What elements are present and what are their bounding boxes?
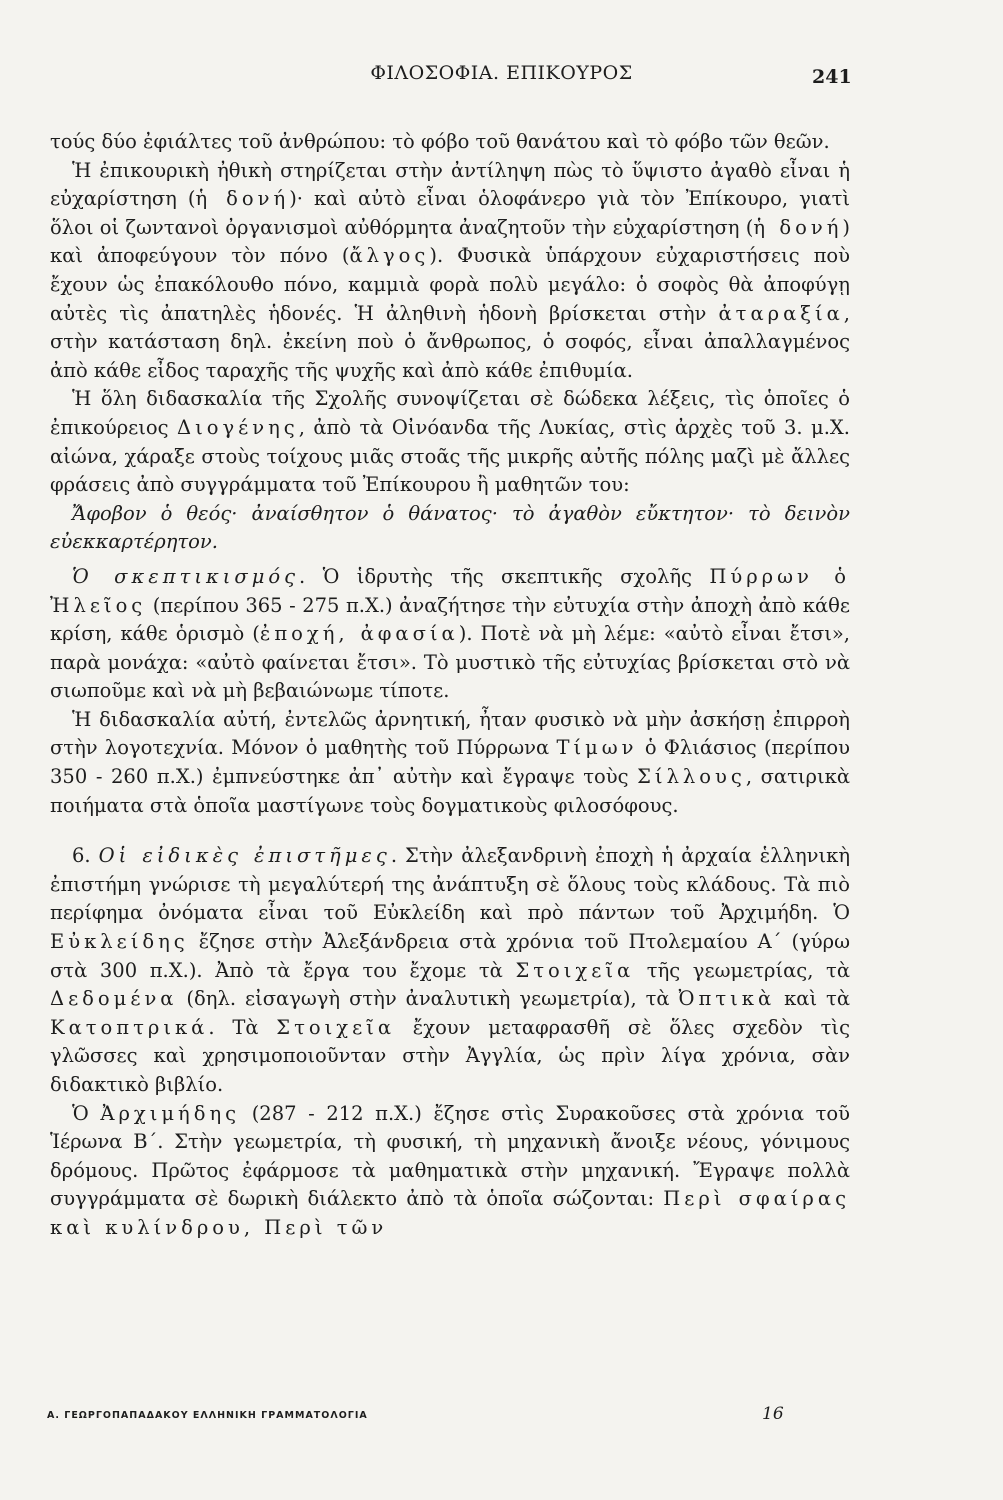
footer-book-title: Α. ΓΕΩΡΓΟΠΑΠΑΔΑΚΟΥ ΕΛΛΗΝΙΚΗ ΓΡΑΜΜΑΤΟΛΟΓΙΑ: [47, 1410, 368, 1421]
inscription-quote: Ἄφοβον ὁ θεός· ἀναίσθητον ὁ θάνατος· τὸ ἀγαθὸν εὔκτητον· τὸ δεινὸν εὐεκκαρτέρητον.: [50, 501, 850, 554]
text-span: ὁ Φλιάσιος (περίπου 350 - 260 π.Χ.) ἐμπνεύστηκε ἀπ᾿ αὐτὴν καὶ ἔγραψε τοὺς: [50, 736, 850, 789]
spaced-term: ἡ δονή: [753, 215, 843, 239]
text-span: ἔχουν μεταφρασθῆ σὲ ὅλες σχεδὸν τὶς γλῶσσες καὶ χρησιμοποιοῦνταν στὴν Ἀγγλία, ὡς πρὶν λίγα χρόνια, σὰν διδακτικὸ βιβλίο.: [50, 1015, 850, 1096]
text-span: . Στὴν ἀλεξανδρινὴ ἐποχὴ ἡ ἀρχαία ἑλληνικὴ ἐπιστήμη γνώρισε τὴ μεγαλύτερή της ἀνάπτυξη σὲ ὅλους τοὺς κλάδους. Τὰ πιὸ περίφημα ὀνόματα εἶναι τοῦ Εὐκλείδη καὶ πρὸ πάντων τοῦ Ἀρχιμήδη. Ὁ: [50, 844, 851, 925]
text-span: . Ὁ ἱδρυτὴς τῆς σκεπτικῆς σχολῆς: [299, 564, 710, 588]
spaced-term: ἐποχή, ἀφασία: [259, 622, 459, 646]
section-heading: Οἱ εἰδικὲς ἐπιστῆμες: [98, 844, 391, 868]
text-span: Ὁ: [72, 1101, 101, 1125]
paragraph-3: [50, 385, 850, 499]
text-span: , στὴν κατάσταση δηλ. ἐκείνη ποὺ ὁ ἄνθρωπος, ὁ σοφός, εἶναι ἀπαλλαγμένος ἀπὸ κάθε εἶδος ταραχῆς τῆς ψυχῆς καὶ ἀπὸ κάθε ἐπιθυμία.: [50, 301, 850, 382]
text-span: τούς δύο ἐφιάλτες τοῦ ἀνθρώπου: τὸ φόβο τοῦ θανάτου καὶ τὸ φόβο τῶν θεῶν.: [50, 130, 830, 153]
page-number: 241: [812, 66, 852, 88]
spaced-term: Σίλλους: [637, 765, 746, 789]
spaced-term: Πύρρων ὁ Ἠλεῖος: [50, 564, 851, 617]
text-span: Ἡ ὅλη διδασκαλία τῆς Σχολῆς συνοψίζεται σὲ δώδεκα λέξεις, τὶς ὁποῖες ὁ ἐπικούρειος: [50, 387, 850, 439]
spaced-term: Δεδομένα: [50, 987, 178, 1011]
section-heading: Ὁ σκεπτικισμός: [72, 564, 300, 588]
paragraph-2: [50, 157, 850, 386]
text-span: , σατιρικὰ ποιήματα στὰ ὁποῖα μαστίγωνε τοὺς δογματικοὺς φιλοσόφους.: [50, 765, 850, 817]
spaced-term: Κατοπτρικά: [50, 1015, 209, 1039]
text-span: ). Ποτὲ νὰ μὴ λέμε: «αὐτὸ εἶναι ἔτσι», παρὰ μονάχα: «αὐτὸ φαίνεται ἔτσι». Τὸ μυστικὸ τῆς εὐτυχίας βρίσκεται στὸ νὰ σιωποῦμε καὶ νὰ μὴ βεβαιώνωμε τίποτε.: [50, 622, 850, 703]
spaced-term: Ἀρχιμήδης: [100, 1101, 241, 1125]
section-number: 6.: [72, 844, 99, 868]
spaced-term: ἀταραξία: [718, 301, 844, 325]
text-span: ) καὶ ἀποφεύγουν τὸν πόνο (: [50, 215, 850, 268]
text-span: ἔζησε στὴν Ἀλεξάνδρεια στὰ χρόνια τοῦ Πτολεμαίου Α΄ (γύρω στὰ 300 π.Χ.). Ἀπὸ τὰ ἔργα του ἔχομε τὰ: [50, 930, 850, 982]
spaced-term: Στοιχεῖα: [276, 1015, 395, 1039]
text-span: Ἡ ἐπικουρικὴ ἠθικὴ στηρίζεται στὴν ἀντίληψη πὼς τὸ ὕψιστο ἀγαθὸ εἶναι ἡ εὐχαρίστηση (: [50, 158, 850, 211]
paragraph-archimedes: [50, 1100, 850, 1243]
text-span: Ἡ διδασκαλία αὐτή, ἐντελῶς ἀρνητική, ἦταν φυσικὸ νὰ μὴν ἀσκήσῃ ἐπιρροὴ στὴν λογοτεχνία. Μόνον ὁ μαθητὴς τοῦ Πύρρωνα: [50, 707, 850, 760]
spaced-term: Περὶ σφαίρας καὶ κυλίνδρου, Περὶ τῶν: [50, 1187, 850, 1239]
footer-signature-number: 16: [762, 1404, 784, 1424]
spaced-term: ἡ δονή: [195, 187, 290, 211]
spaced-term: Διογένης: [177, 415, 299, 439]
spaced-term: ἄλγος: [349, 244, 430, 268]
paragraph-1: [50, 128, 850, 157]
text-span: (περίπου 365 - 275 π.Χ.) ἀναζήτησε τὴν εὐτυχία στὴν ἀποχὴ ἀπὸ κάθε κρίση, κάθε ὁρισμὸ (: [50, 593, 850, 646]
spaced-term: Εὐκλείδης: [50, 930, 189, 954]
spaced-term: Τίμων: [556, 736, 638, 760]
text-span: (287 - 212 π.Χ.) ἔζησε στὶς Συρακοῦσες στὰ χρόνια τοῦ Ἱέρωνα Β΄. Στὴν γεωμετρία, τὴ φυσική, τὴ μηχανικὴ ἄνοιξε νέους, γόνιμους δρόμους. Πρῶτος ἐφάρμοσε τὰ μαθηματικὰ στὴν μηχανική. Ἔγραψε πολλὰ συγγράμματα σὲ δωρικὴ διάλεκτο ἀπὸ τὰ ὁποῖα σώζονται:: [50, 1101, 850, 1211]
text-span: ). Φυσικὰ ὑπάρχουν εὐχαριστήσεις ποὺ ἔχουν ὡς ἐπακόλουθο πόνο, καμμιὰ φορὰ πολὺ μεγάλο: ὁ σοφὸς θὰ ἀποφύγῃ αὐτὲς τὶς ἀπατηλὲς ἡδονές. Ἡ ἀληθινὴ ἡδονὴ βρίσκεται στὴν: [50, 244, 851, 325]
body-text: [50, 128, 850, 1243]
text-span: (δηλ. εἰσαγωγὴ στὴν ἀναλυτικὴ γεωμετρία), τὰ: [177, 987, 679, 1011]
paragraph-sciences: [50, 842, 850, 1099]
paragraph-5: [50, 706, 850, 820]
text-span: , ἀπὸ τὰ Οἰνόανδα τῆς Λυκίας, στὶς ἀρχὲς τοῦ 3. μ.Χ. αἰώνα, χάραξε στοὺς τοίχους μιᾶς στοᾶς τῆς μικρῆς αὐτῆς πόλης μαζὶ μὲ ἄλλες φράσεις ἀπὸ συγγράμματα τοῦ Ἐπίκουρου ἢ μαθητῶν του:: [50, 415, 850, 497]
running-head: ΦΙΛΟΣΟΦΙΑ. ΕΠΙΚΟΥΡΟΣ: [370, 62, 633, 84]
text-span: τῆς γεωμετρίας, τὰ: [634, 958, 851, 982]
spaced-term: Στοιχεῖα: [515, 958, 635, 982]
paragraph-skepticism: [50, 563, 850, 706]
spaced-term: Ὀπτικὰ: [678, 987, 776, 1011]
text-span: )· καὶ αὐτὸ εἶναι ὁλοφάνερο γιὰ τὸν Ἐπίκουρο, γιατὶ ὅλοι οἱ ζωντανοὶ ὀργανισμοὶ αὐθόρμητα ἀναζητοῦν τὴν εὐχαρίστηση (: [50, 187, 851, 239]
text-span: . Τὰ: [208, 1015, 277, 1039]
text-span: καὶ τὰ: [775, 987, 851, 1011]
